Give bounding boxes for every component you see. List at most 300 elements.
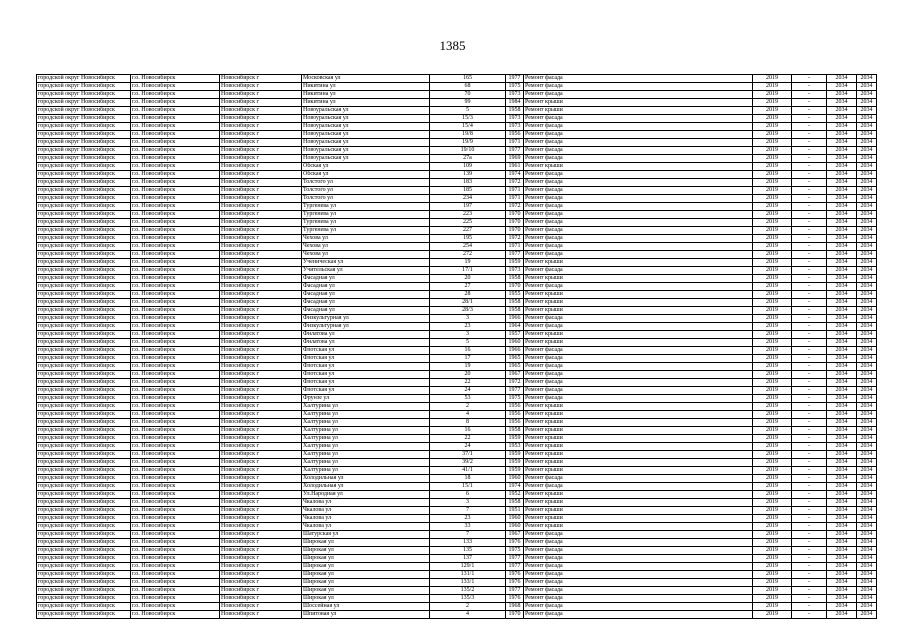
plan-year-end-cell: 2034 xyxy=(827,275,857,283)
locality-cell: Новосибирск г xyxy=(220,507,302,515)
build-year-cell: 1977 xyxy=(506,147,524,155)
street-cell: Филатова ул xyxy=(302,331,430,339)
plan-year-final-cell: 2034 xyxy=(857,91,877,99)
separator-cell: - xyxy=(792,539,827,547)
municipality-cell: городской округ Новосибирск xyxy=(37,331,131,339)
build-year-cell: 1984 xyxy=(506,99,524,107)
plan-year-start-cell: 2019 xyxy=(753,83,792,91)
table-row xyxy=(37,459,877,467)
municipality-cell: городской округ Новосибирск xyxy=(37,355,131,363)
plan-year-final-cell: 2034 xyxy=(857,475,877,483)
table-row xyxy=(37,291,877,299)
table-row xyxy=(37,531,877,539)
separator-cell: - xyxy=(792,123,827,131)
locality-cell: Новосибирск г xyxy=(220,611,302,619)
locality-cell: Новосибирск г xyxy=(220,315,302,323)
work-type-cell: Ремонт крыши xyxy=(524,259,753,267)
build-year-cell: 1971 xyxy=(506,243,524,251)
locality-cell: Новосибирск г xyxy=(220,115,302,123)
locality-cell: Новосибирск г xyxy=(220,531,302,539)
work-type-cell: Ремонт фасада xyxy=(524,283,753,291)
work-type-cell: Ремонт фасада xyxy=(524,211,753,219)
settlement-cell: г.о. Новосибирск xyxy=(131,571,220,579)
plan-year-end-cell: 2034 xyxy=(827,523,857,531)
settlement-cell: г.о. Новосибирск xyxy=(131,155,220,163)
work-type-cell: Ремонт крыши xyxy=(524,499,753,507)
plan-year-start-cell: 2019 xyxy=(753,459,792,467)
plan-year-start-cell: 2019 xyxy=(753,539,792,547)
street-cell: Новоуральская ул xyxy=(302,131,430,139)
house-number-cell: 15/1 xyxy=(430,483,506,491)
plan-year-start-cell: 2019 xyxy=(753,467,792,475)
build-year-cell: 1971 xyxy=(506,195,524,203)
plan-year-start-cell: 2019 xyxy=(753,435,792,443)
plan-year-final-cell: 2034 xyxy=(857,507,877,515)
locality-cell: Новосибирск г xyxy=(220,579,302,587)
plan-year-start-cell: 2019 xyxy=(753,363,792,371)
table-row xyxy=(37,483,877,491)
settlement-cell: г.о. Новосибирск xyxy=(131,99,220,107)
separator-cell: - xyxy=(792,563,827,571)
work-type-cell: Ремонт крыши xyxy=(524,467,753,475)
build-year-cell: 1975 xyxy=(506,547,524,555)
locality-cell: Новосибирск г xyxy=(220,403,302,411)
build-year-cell: 1973 xyxy=(506,267,524,275)
plan-year-start-cell: 2019 xyxy=(753,115,792,123)
work-type-cell: Ремонт фасада xyxy=(524,179,753,187)
street-cell: Чкалова ул xyxy=(302,507,430,515)
plan-year-final-cell: 2034 xyxy=(857,123,877,131)
house-number-cell: 3 xyxy=(430,331,506,339)
locality-cell: Новосибирск г xyxy=(220,179,302,187)
locality-cell: Новосибирск г xyxy=(220,331,302,339)
plan-year-start-cell: 2019 xyxy=(753,483,792,491)
plan-year-start-cell: 2019 xyxy=(753,387,792,395)
work-type-cell: Ремонт крыши xyxy=(524,99,753,107)
separator-cell: - xyxy=(792,171,827,179)
street-cell: Новоуральская ул xyxy=(302,115,430,123)
plan-year-start-cell: 2019 xyxy=(753,307,792,315)
plan-year-end-cell: 2034 xyxy=(827,83,857,91)
plan-year-end-cell: 2034 xyxy=(827,115,857,123)
build-year-cell: 1970 xyxy=(506,227,524,235)
plan-year-end-cell: 2034 xyxy=(827,283,857,291)
locality-cell: Новосибирск г xyxy=(220,259,302,267)
settlement-cell: г.о. Новосибирск xyxy=(131,123,220,131)
table-row xyxy=(37,179,877,187)
locality-cell: Новосибирск г xyxy=(220,523,302,531)
plan-year-final-cell: 2034 xyxy=(857,459,877,467)
municipality-cell: городской округ Новосибирск xyxy=(37,243,131,251)
plan-year-final-cell: 2034 xyxy=(857,571,877,579)
house-number-cell: 19/9 xyxy=(430,139,506,147)
plan-year-start-cell: 2019 xyxy=(753,603,792,611)
plan-year-end-cell: 2034 xyxy=(827,243,857,251)
street-cell: Халтурина ул xyxy=(302,451,430,459)
table-row xyxy=(37,187,877,195)
house-number-cell: 3 xyxy=(430,499,506,507)
plan-year-final-cell: 2034 xyxy=(857,467,877,475)
house-number-cell: 24 xyxy=(430,387,506,395)
house-number-cell: 165 xyxy=(430,75,506,83)
table-row xyxy=(37,211,877,219)
plan-year-final-cell: 2034 xyxy=(857,451,877,459)
work-type-cell: Ремонт крыши xyxy=(524,275,753,283)
plan-year-final-cell: 2034 xyxy=(857,211,877,219)
municipality-cell: городской округ Новосибирск xyxy=(37,123,131,131)
plan-year-start-cell: 2019 xyxy=(753,411,792,419)
build-year-cell: 1970 xyxy=(506,219,524,227)
build-year-cell: 1956 xyxy=(506,131,524,139)
street-cell: Флотская ул xyxy=(302,363,430,371)
build-year-cell: 1958 xyxy=(506,107,524,115)
table-row xyxy=(37,595,877,603)
plan-year-end-cell: 2034 xyxy=(827,211,857,219)
plan-year-final-cell: 2034 xyxy=(857,227,877,235)
settlement-cell: г.о. Новосибирск xyxy=(131,579,220,587)
plan-year-final-cell: 2034 xyxy=(857,307,877,315)
plan-year-final-cell: 2034 xyxy=(857,499,877,507)
table-row xyxy=(37,139,877,147)
plan-year-end-cell: 2034 xyxy=(827,347,857,355)
locality-cell: Новосибирск г xyxy=(220,555,302,563)
plan-year-end-cell: 2034 xyxy=(827,371,857,379)
municipality-cell: городской округ Новосибирск xyxy=(37,491,131,499)
plan-year-final-cell: 2034 xyxy=(857,187,877,195)
plan-year-final-cell: 2034 xyxy=(857,379,877,387)
locality-cell: Новосибирск г xyxy=(220,411,302,419)
house-number-cell: 183 xyxy=(430,179,506,187)
municipality-cell: городской округ Новосибирск xyxy=(37,435,131,443)
work-type-cell: Ремонт крыши xyxy=(524,107,753,115)
build-year-cell: 1972 xyxy=(506,179,524,187)
house-number-cell: 19 xyxy=(430,259,506,267)
plan-year-final-cell: 2034 xyxy=(857,75,877,83)
plan-year-start-cell: 2019 xyxy=(753,163,792,171)
page-number: 1385 xyxy=(439,38,466,53)
build-year-cell: 1970 xyxy=(506,283,524,291)
house-number-cell: 24 xyxy=(430,443,506,451)
build-year-cell: 1956 xyxy=(506,411,524,419)
plan-year-end-cell: 2034 xyxy=(827,107,857,115)
separator-cell: - xyxy=(792,595,827,603)
table-row xyxy=(37,75,877,83)
settlement-cell: г.о. Новосибирск xyxy=(131,291,220,299)
table-row xyxy=(37,163,877,171)
separator-cell: - xyxy=(792,611,827,619)
house-number-cell: 19/8 xyxy=(430,131,506,139)
municipality-cell: городской округ Новосибирск xyxy=(37,547,131,555)
house-number-cell: 135 xyxy=(430,547,506,555)
municipality-cell: городской округ Новосибирск xyxy=(37,251,131,259)
build-year-cell: 1959 xyxy=(506,459,524,467)
repair-schedule-table xyxy=(36,74,877,619)
separator-cell: - xyxy=(792,467,827,475)
house-number-cell: 272 xyxy=(430,251,506,259)
settlement-cell: г.о. Новосибирск xyxy=(131,171,220,179)
plan-year-start-cell: 2019 xyxy=(753,339,792,347)
separator-cell: - xyxy=(792,131,827,139)
street-cell: Физкультурная ул xyxy=(302,323,430,331)
build-year-cell: 1968 xyxy=(506,603,524,611)
street-cell: Чкалова ул xyxy=(302,515,430,523)
plan-year-final-cell: 2034 xyxy=(857,395,877,403)
plan-year-final-cell: 2034 xyxy=(857,595,877,603)
settlement-cell: г.о. Новосибирск xyxy=(131,539,220,547)
plan-year-final-cell: 2034 xyxy=(857,235,877,243)
locality-cell: Новосибирск г xyxy=(220,379,302,387)
build-year-cell: 1973 xyxy=(506,115,524,123)
settlement-cell: г.о. Новосибирск xyxy=(131,459,220,467)
table-row xyxy=(37,363,877,371)
plan-year-end-cell: 2034 xyxy=(827,459,857,467)
plan-year-final-cell: 2034 xyxy=(857,171,877,179)
separator-cell: - xyxy=(792,491,827,499)
house-number-cell: 135/3 xyxy=(430,595,506,603)
locality-cell: Новосибирск г xyxy=(220,499,302,507)
work-type-cell: Ремонт фасада xyxy=(524,475,753,483)
plan-year-end-cell: 2034 xyxy=(827,539,857,547)
house-number-cell: 22 xyxy=(430,435,506,443)
house-number-cell: 27 xyxy=(430,283,506,291)
street-cell: Толстого ул xyxy=(302,195,430,203)
build-year-cell: 1977 xyxy=(506,75,524,83)
plan-year-start-cell: 2019 xyxy=(753,259,792,267)
municipality-cell: городской округ Новосибирск xyxy=(37,371,131,379)
locality-cell: Новосибирск г xyxy=(220,299,302,307)
municipality-cell: городской округ Новосибирск xyxy=(37,131,131,139)
street-cell: Физкультурная ул xyxy=(302,315,430,323)
plan-year-start-cell: 2019 xyxy=(753,523,792,531)
table-row xyxy=(37,499,877,507)
locality-cell: Новосибирск г xyxy=(220,387,302,395)
settlement-cell: г.о. Новосибирск xyxy=(131,267,220,275)
plan-year-final-cell: 2034 xyxy=(857,435,877,443)
build-year-cell: 1960 xyxy=(506,515,524,523)
street-cell: Чкалова ул xyxy=(302,523,430,531)
table-row xyxy=(37,219,877,227)
settlement-cell: г.о. Новосибирск xyxy=(131,323,220,331)
municipality-cell: городской округ Новосибирск xyxy=(37,323,131,331)
plan-year-end-cell: 2034 xyxy=(827,547,857,555)
plan-year-end-cell: 2034 xyxy=(827,235,857,243)
street-cell: Обская ул xyxy=(302,171,430,179)
municipality-cell: городской округ Новосибирск xyxy=(37,83,131,91)
settlement-cell: г.о. Новосибирск xyxy=(131,587,220,595)
locality-cell: Новосибирск г xyxy=(220,251,302,259)
work-type-cell: Ремонт крыши xyxy=(524,523,753,531)
plan-year-final-cell: 2034 xyxy=(857,283,877,291)
plan-year-start-cell: 2019 xyxy=(753,107,792,115)
plan-year-end-cell: 2034 xyxy=(827,475,857,483)
street-cell: Халтурина ул xyxy=(302,443,430,451)
street-cell: Широкая ул xyxy=(302,555,430,563)
separator-cell: - xyxy=(792,571,827,579)
work-type-cell: Ремонт фасада xyxy=(524,611,753,619)
work-type-cell: Ремонт крыши xyxy=(524,507,753,515)
municipality-cell: городской округ Новосибирск xyxy=(37,291,131,299)
table-row xyxy=(37,83,877,91)
locality-cell: Новосибирск г xyxy=(220,427,302,435)
street-cell: Чкалова ул xyxy=(302,499,430,507)
plan-year-end-cell: 2034 xyxy=(827,395,857,403)
street-cell: Халтурина ул xyxy=(302,467,430,475)
table-row xyxy=(37,579,877,587)
locality-cell: Новосибирск г xyxy=(220,91,302,99)
separator-cell: - xyxy=(792,187,827,195)
table-row xyxy=(37,547,877,555)
build-year-cell: 1960 xyxy=(506,523,524,531)
work-type-cell: Ремонт фасада xyxy=(524,563,753,571)
table-row xyxy=(37,123,877,131)
plan-year-end-cell: 2034 xyxy=(827,219,857,227)
municipality-cell: городской округ Новосибирск xyxy=(37,187,131,195)
plan-year-start-cell: 2019 xyxy=(753,299,792,307)
work-type-cell: Ремонт фасада xyxy=(524,603,753,611)
build-year-cell: 1955 xyxy=(506,291,524,299)
house-number-cell: 7 xyxy=(430,507,506,515)
table-row xyxy=(37,171,877,179)
table-row xyxy=(37,243,877,251)
municipality-cell: городской округ Новосибирск xyxy=(37,275,131,283)
table-row xyxy=(37,555,877,563)
settlement-cell: г.о. Новосибирск xyxy=(131,507,220,515)
plan-year-start-cell: 2019 xyxy=(753,563,792,571)
municipality-cell: городской округ Новосибирск xyxy=(37,211,131,219)
plan-year-final-cell: 2034 xyxy=(857,355,877,363)
table-row xyxy=(37,203,877,211)
table-row xyxy=(37,299,877,307)
municipality-cell: городской округ Новосибирск xyxy=(37,531,131,539)
plan-year-start-cell: 2019 xyxy=(753,531,792,539)
locality-cell: Новосибирск г xyxy=(220,467,302,475)
plan-year-final-cell: 2034 xyxy=(857,323,877,331)
house-number-cell: 28/3 xyxy=(430,307,506,315)
separator-cell: - xyxy=(792,555,827,563)
street-cell: Тургенева ул xyxy=(302,211,430,219)
municipality-cell: городской округ Новосибирск xyxy=(37,91,131,99)
plan-year-start-cell: 2019 xyxy=(753,99,792,107)
table-row xyxy=(37,275,877,283)
plan-year-end-cell: 2034 xyxy=(827,435,857,443)
street-cell: Халтурина ул xyxy=(302,427,430,435)
settlement-cell: г.о. Новосибирск xyxy=(131,147,220,155)
plan-year-final-cell: 2034 xyxy=(857,515,877,523)
house-number-cell: 5 xyxy=(430,107,506,115)
plan-year-start-cell: 2019 xyxy=(753,347,792,355)
locality-cell: Новосибирск г xyxy=(220,339,302,347)
municipality-cell: городской округ Новосибирск xyxy=(37,523,131,531)
plan-year-end-cell: 2034 xyxy=(827,555,857,563)
work-type-cell: Ремонт фасада xyxy=(524,267,753,275)
plan-year-start-cell: 2019 xyxy=(753,147,792,155)
locality-cell: Новосибирск г xyxy=(220,235,302,243)
settlement-cell: г.о. Новосибирск xyxy=(131,179,220,187)
plan-year-start-cell: 2019 xyxy=(753,171,792,179)
plan-year-start-cell: 2019 xyxy=(753,227,792,235)
plan-year-start-cell: 2019 xyxy=(753,355,792,363)
table-row xyxy=(37,523,877,531)
plan-year-end-cell: 2034 xyxy=(827,403,857,411)
house-number-cell: 41/1 xyxy=(430,467,506,475)
table-row xyxy=(37,539,877,547)
plan-year-start-cell: 2019 xyxy=(753,139,792,147)
settlement-cell: г.о. Новосибирск xyxy=(131,75,220,83)
plan-year-end-cell: 2034 xyxy=(827,99,857,107)
plan-year-final-cell: 2034 xyxy=(857,275,877,283)
plan-year-end-cell: 2034 xyxy=(827,131,857,139)
settlement-cell: г.о. Новосибирск xyxy=(131,163,220,171)
plan-year-end-cell: 2034 xyxy=(827,187,857,195)
build-year-cell: 1977 xyxy=(506,587,524,595)
table-row xyxy=(37,307,877,315)
table-body xyxy=(37,75,877,619)
locality-cell: Новосибирск г xyxy=(220,123,302,131)
municipality-cell: городской округ Новосибирск xyxy=(37,179,131,187)
street-cell: Флотская ул xyxy=(302,371,430,379)
plan-year-final-cell: 2034 xyxy=(857,331,877,339)
municipality-cell: городской округ Новосибирск xyxy=(37,379,131,387)
table-row xyxy=(37,387,877,395)
settlement-cell: г.о. Новосибирск xyxy=(131,339,220,347)
table-row xyxy=(37,379,877,387)
settlement-cell: г.о. Новосибирск xyxy=(131,371,220,379)
table-row xyxy=(37,451,877,459)
street-cell: Фасадная ул xyxy=(302,307,430,315)
municipality-cell: городской округ Новосибирск xyxy=(37,267,131,275)
plan-year-final-cell: 2034 xyxy=(857,491,877,499)
table-row xyxy=(37,251,877,259)
plan-year-final-cell: 2034 xyxy=(857,299,877,307)
municipality-cell: городской округ Новосибирск xyxy=(37,539,131,547)
municipality-cell: городской округ Новосибирск xyxy=(37,227,131,235)
municipality-cell: городской округ Новосибирск xyxy=(37,467,131,475)
settlement-cell: г.о. Новосибирск xyxy=(131,83,220,91)
plan-year-end-cell: 2034 xyxy=(827,467,857,475)
work-type-cell: Ремонт фасада xyxy=(524,355,753,363)
work-type-cell: Ремонт фасада xyxy=(524,539,753,547)
street-cell: Филатова ул xyxy=(302,339,430,347)
work-type-cell: Ремонт фасада xyxy=(524,227,753,235)
plan-year-end-cell: 2034 xyxy=(827,427,857,435)
plan-year-final-cell: 2034 xyxy=(857,443,877,451)
work-type-cell: Ремонт крыши xyxy=(524,411,753,419)
municipality-cell: городской округ Новосибирск xyxy=(37,603,131,611)
table-row xyxy=(37,371,877,379)
house-number-cell: 37/1 xyxy=(430,451,506,459)
build-year-cell: 1975 xyxy=(506,83,524,91)
build-year-cell: 1960 xyxy=(506,339,524,347)
locality-cell: Новосибирск г xyxy=(220,395,302,403)
house-number-cell: 16 xyxy=(430,347,506,355)
street-cell: Фасадная ул xyxy=(302,299,430,307)
house-number-cell: 109 xyxy=(430,163,506,171)
work-type-cell: Ремонт крыши xyxy=(524,307,753,315)
build-year-cell: 1977 xyxy=(506,563,524,571)
street-cell: Шпитовая ул xyxy=(302,611,430,619)
plan-year-final-cell: 2034 xyxy=(857,315,877,323)
work-type-cell: Ремонт крыши xyxy=(524,491,753,499)
separator-cell: - xyxy=(792,411,827,419)
locality-cell: Новосибирск г xyxy=(220,355,302,363)
work-type-cell: Ремонт фасада xyxy=(524,131,753,139)
municipality-cell: городской округ Новосибирск xyxy=(37,147,131,155)
work-type-cell: Ремонт фасада xyxy=(524,195,753,203)
municipality-cell: городской округ Новосибирск xyxy=(37,75,131,83)
street-cell: Широкая ул xyxy=(302,539,430,547)
locality-cell: Новосибирск г xyxy=(220,307,302,315)
separator-cell: - xyxy=(792,339,827,347)
